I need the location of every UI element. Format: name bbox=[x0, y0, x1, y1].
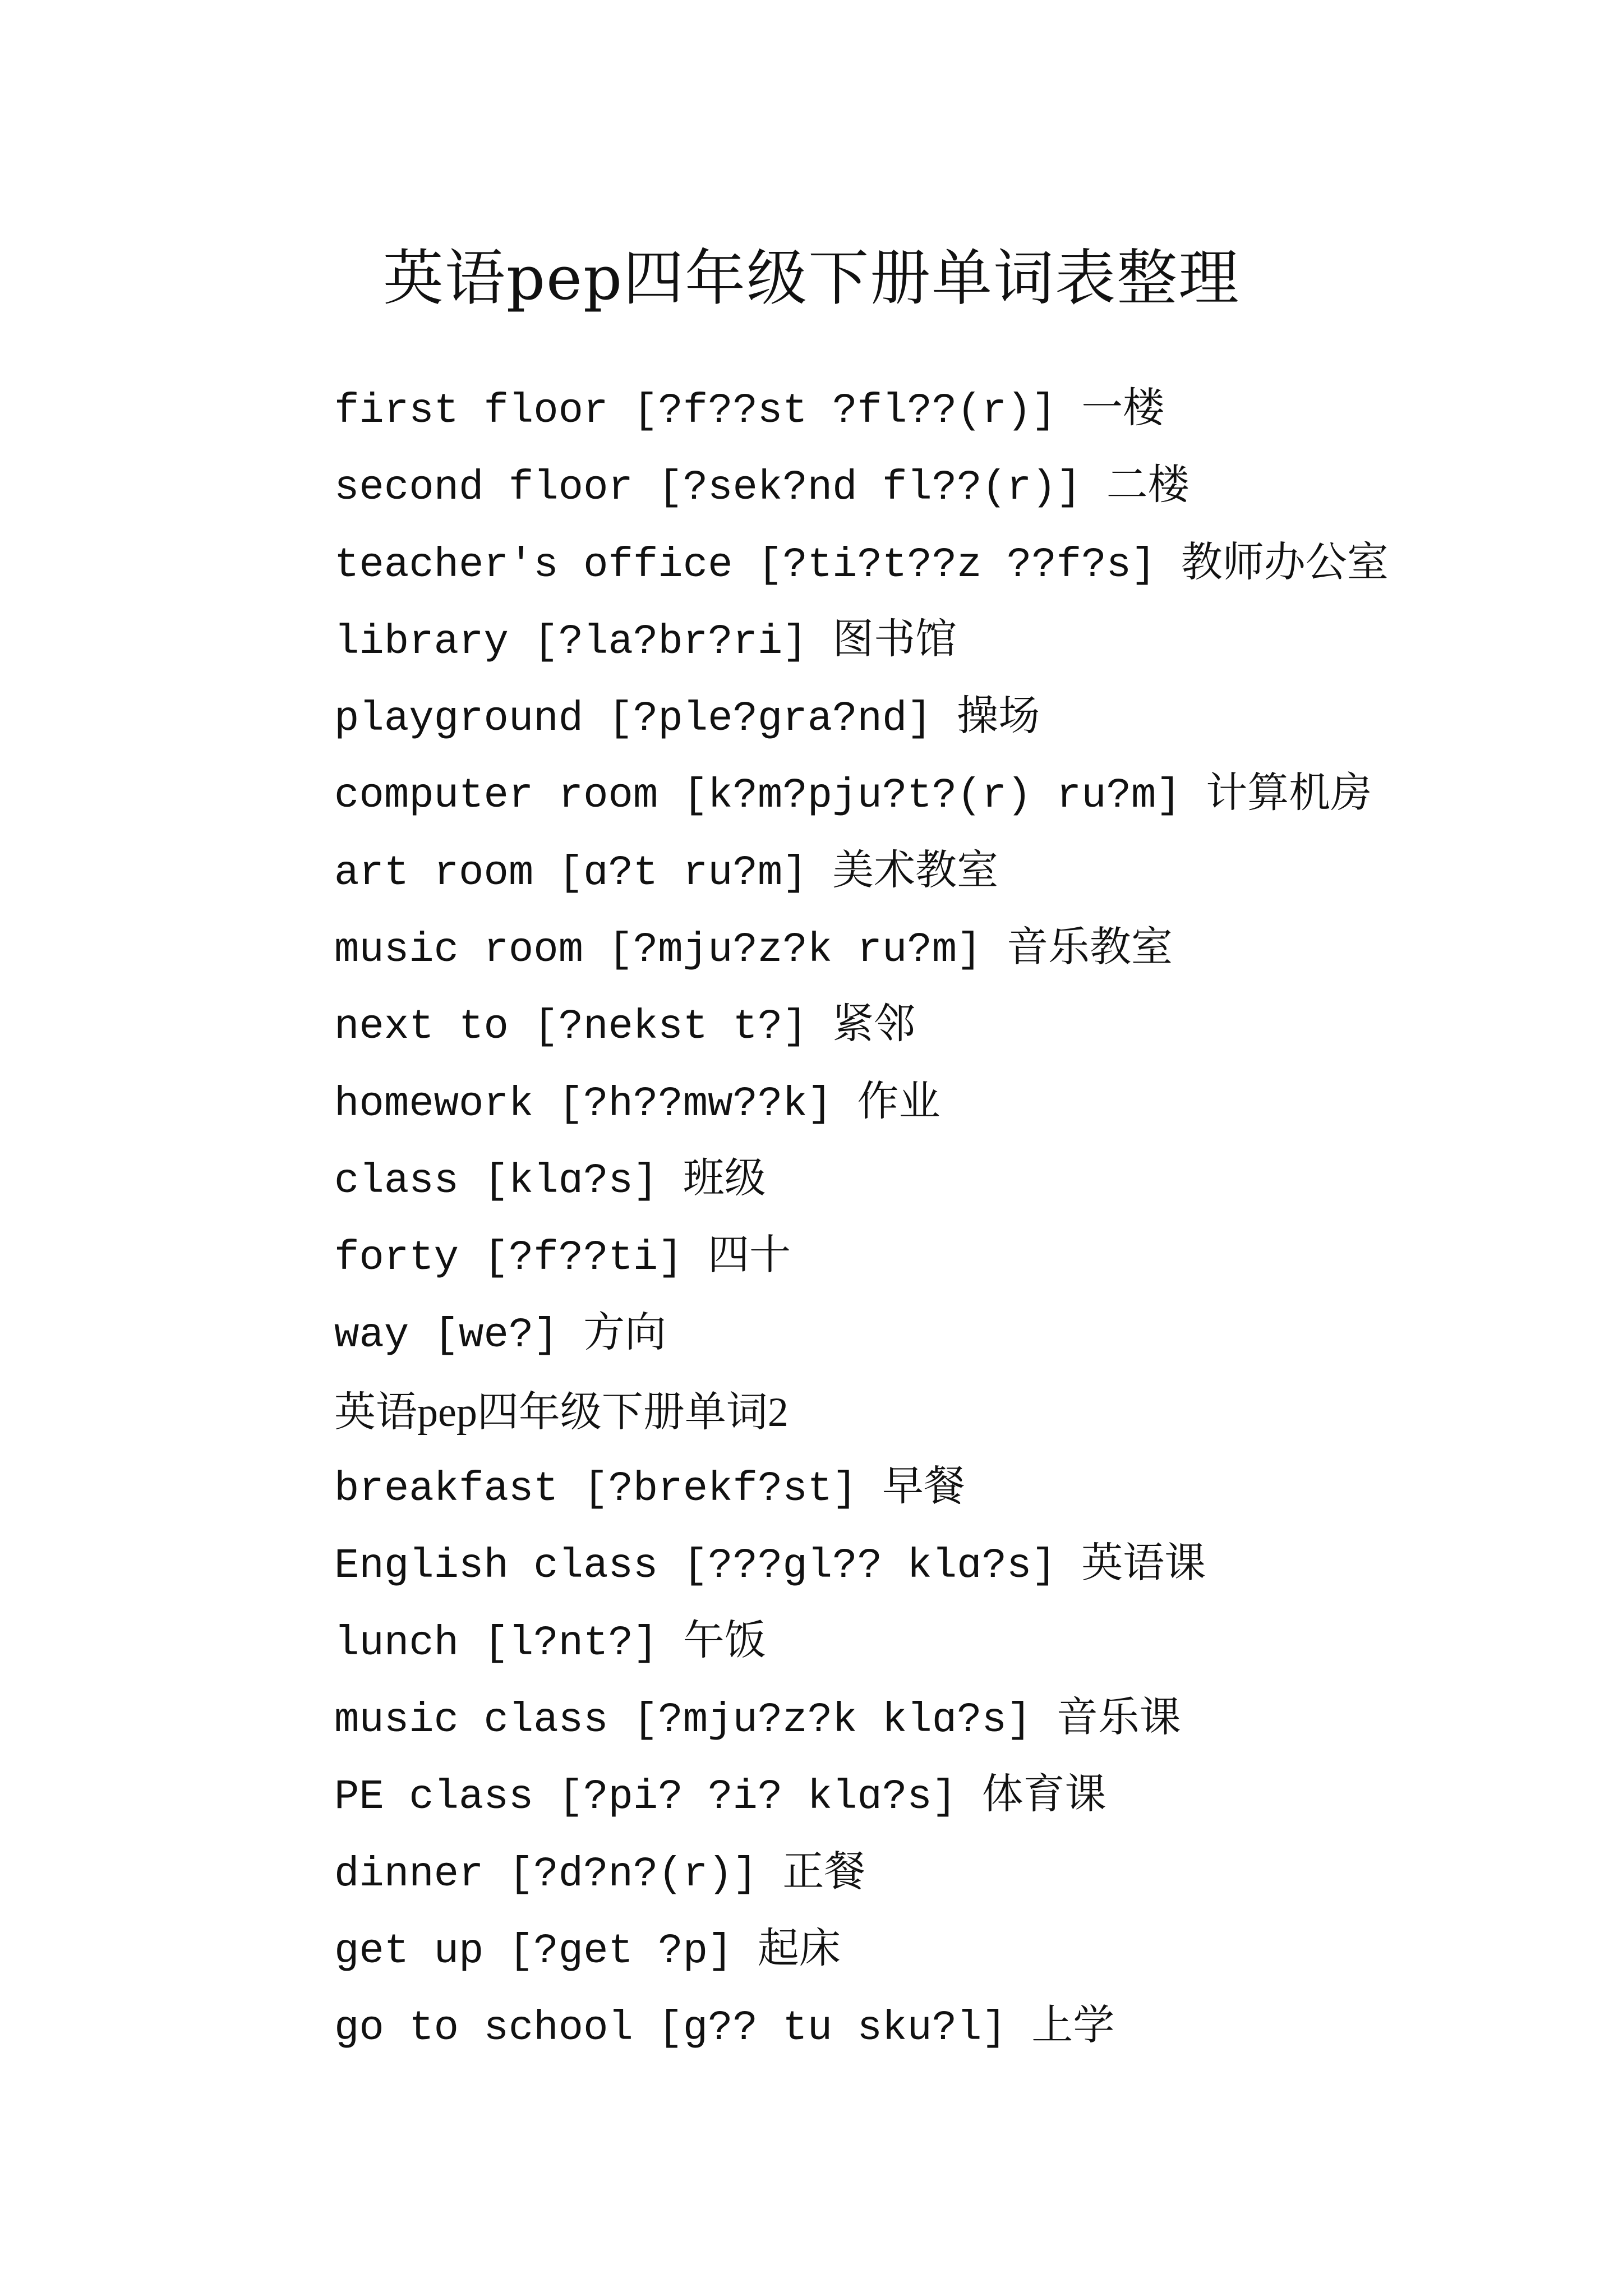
vocab-entry-library: library [?la?br?ri] 图书馆 bbox=[334, 618, 957, 666]
vocab-entry-forty: forty [?f??ti] 四十 bbox=[334, 1235, 791, 1282]
vocab-entry-way: way [we?] 方向 bbox=[334, 1312, 667, 1359]
vocab-entry-dinner: dinner [?d?n?(r)] 正餐 bbox=[334, 1851, 866, 1898]
document-title: 英语pep四年级下册单词表整理 bbox=[382, 243, 1241, 314]
vocab-entry-first-floor: first floor [?f??st ?fl??(r)] 一楼 bbox=[334, 388, 1165, 435]
vocab-entry-get-up: get up [?get ?p] 起床 bbox=[334, 1927, 841, 1975]
vocab-entry-homework: homework [?h??mw??k] 作业 bbox=[334, 1080, 940, 1128]
vocab-entry-music-room: music room [?mju?z?k ru?m] 音乐教室 bbox=[334, 927, 1173, 974]
section-heading: 英语pep四年级下册单词2 bbox=[334, 1389, 789, 1435]
vocab-entry-next-to: next to [?nekst t?] 紧邻 bbox=[334, 1004, 916, 1051]
vocab-entry-second-floor: second floor [?sek?nd fl??(r)] 二楼 bbox=[334, 464, 1189, 512]
vocab-entry-breakfast: breakfast [?brekf?st] 早餐 bbox=[334, 1466, 965, 1513]
vocab-entry-music-class: music class [?mju?z?k klɑ?s] 音乐课 bbox=[334, 1697, 1181, 1745]
vocab-entry-go-to-school: go to school [g?? tu sku?l] 上学 bbox=[334, 2005, 1115, 2053]
vocab-entry-english-class: English class [???gl?? klɑ?s] 英语课 bbox=[334, 1543, 1206, 1590]
vocab-entry-pe-class: PE class [?pi? ?i? klɑ?s] 体育课 bbox=[334, 1774, 1106, 1821]
vocab-entry-teachers-office: teacher's office [?ti?t??z ??f?s] 教师办公室 bbox=[334, 541, 1389, 589]
vocab-entry-lunch: lunch [l?nt?] 午饭 bbox=[334, 1619, 766, 1667]
vocab-entry-class: class [klɑ?s] 班级 bbox=[334, 1157, 766, 1205]
vocab-entry-computer-room: computer room [k?m?pju?t?(r) ru?m] 计算机房 bbox=[334, 772, 1372, 820]
vocabulary-list bbox=[334, 373, 1568, 2068]
vocab-entry-playground: playground [?ple?gra?nd] 操场 bbox=[334, 696, 1040, 743]
vocab-entry-art-room: art room [ɑ?t ru?m] 美术教室 bbox=[334, 849, 999, 897]
